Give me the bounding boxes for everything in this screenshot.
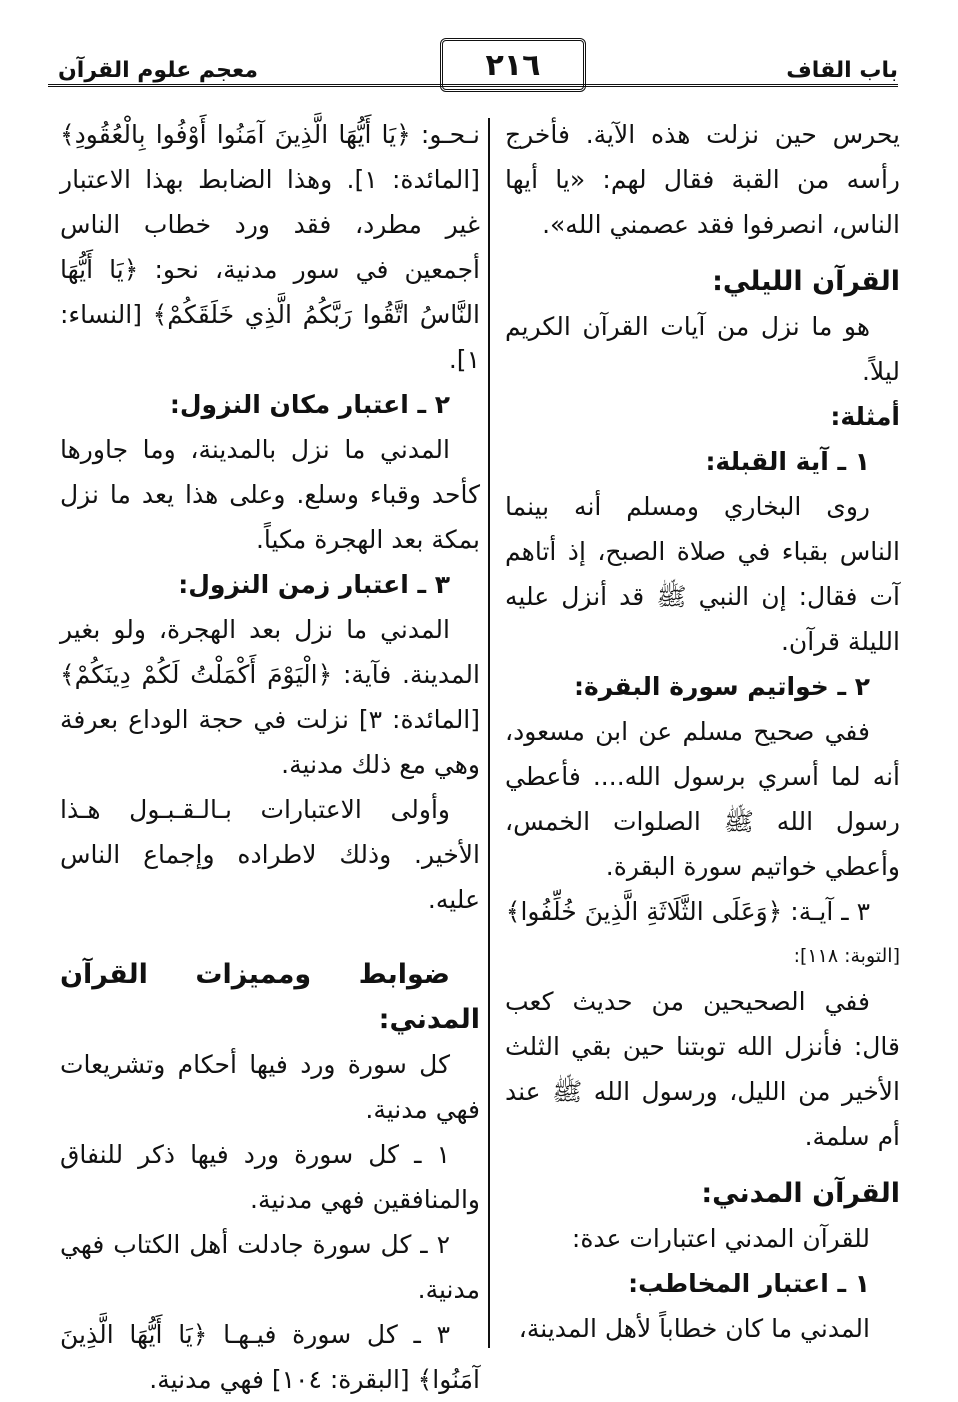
paragraph: روى البخاري ومسلم أنه بينما الناس بقباء في صلاة الصبح، إذ أتاهم آت فقال: إن النبي ﷺ قد أنزل عليه الليلة قرآن. <box>505 492 900 656</box>
spacer <box>60 922 480 940</box>
paragraph: وأولى الاعتبارات بـالـقـبـول هـذا الأخير. وذلك لاطراده وإجماع الناس عليه. <box>60 795 480 914</box>
paragraph: ٢ ـ كل سورة جادلت أهل الكتاب فهي مدنية. <box>60 1230 480 1304</box>
section-heading: القرآن المدني: <box>701 1178 900 1209</box>
subheading: ٢ ـ اعتبار مكان النزول: <box>169 390 450 419</box>
subheading: ١ ـ اعتبار المخاطب: <box>628 1269 870 1298</box>
section-heading: القرآن الليلي: <box>712 266 900 297</box>
paragraph: المدني ما نزل بعد الهجرة، ولو بغير المدينة. فآية: ﴿الْيَوْمَ أَكْمَلْتُ لَكُمْ دِينَكُمْ﴾ [المائدة: ٣] نزلت في حجة الوداع بعرفة وهي مع ذلك مدنية. <box>60 615 481 779</box>
paragraph: ففي صحيح مسلم عن ابن مسعود، أنه لما أسري برسول الله.... فأعطي رسول الله ﷺ الصلوات الخمس، وأعطي خواتيم سورة البقرة. <box>505 717 900 881</box>
right-column <box>505 112 900 1351</box>
subheading: ٢ ـ خواتيم سورة البقرة: <box>574 672 870 701</box>
column-divider <box>488 118 490 1348</box>
subheading: ١ ـ آية القبلة: <box>705 447 870 476</box>
paragraph: هو ما نزل من آيات القرآن الكريم ليلاً. <box>505 312 900 386</box>
left-column <box>60 112 480 1402</box>
section-heading: ضوابط ومميزات القرآن المدني: <box>60 959 480 1035</box>
paragraph: ٣ ـ آيـة: ﴿وَعَلَى الثَّلَاثَةِ الَّذِينَ خُلِّفُوا﴾ <box>505 897 870 926</box>
subheading: ٣ ـ اعتبار زمن النزول: <box>178 570 450 599</box>
paragraph: المدني ما كان خطاباً لأهل المدينة، <box>518 1314 870 1343</box>
paragraph: نـحـو: ﴿يَا أَيُّهَا الَّذِينَ آمَنُوا أَوْفُوا بِالْعُقُودِ﴾ [المائدة: ١]. وهذا الضابط بهذا الاعتبار غير مطرد، فقد ورد خطاب الناس أجمعين في سور مدنية، نحو: ﴿يَا أَيُّهَا النَّاسُ اتَّقُوا رَبَّكُمُ الَّذِي خَلَقَكُمْ﴾ [النساء: ١]. <box>60 120 481 374</box>
header-rule <box>48 84 898 87</box>
page-header <box>48 30 898 100</box>
paragraph: يحرس حين نزلت هذه الآية. فأخرج رأسه من القبة فقال لهم: «يا أيها الناس، انصرفوا فقد عصمني الله». <box>505 120 900 239</box>
paragraph: ١ ـ كل سورة ورد فيها ذكر للنفاق والمنافقين فهي مدنية. <box>60 1140 480 1214</box>
paragraph: المدني ما نزل بالمدينة، وما جاورها كأحد وقباء وسلع. وعلى هذا يعد ما نزل بمكة بعد الهجرة مكياً. <box>60 435 480 554</box>
chapter-title: باب القاف <box>786 58 898 83</box>
verse-reference: [التوبة: ١١٨]: <box>793 945 900 967</box>
subheading: أمثلة: <box>830 402 900 431</box>
paragraph: كل سورة ورد فيها أحكام وتشريعات فهي مدنية. <box>60 1050 480 1124</box>
page-number: ٢١٦ <box>485 47 541 83</box>
book-title: معجم علوم القرآن <box>58 58 259 83</box>
paragraph: ففي الصحيحين من حديث كعب قال: فأنزل الله توبتنا حين بقي الثلث الأخير من الليل، ورسول الله ﷺ عند أم سلمة. <box>505 987 900 1151</box>
paragraph: للقرآن المدني اعتبارات عدة: <box>571 1224 870 1253</box>
paragraph: ٣ ـ كل سورة فيـهـا ﴿يَا أَيُّهَا الَّذِينَ آمَنُوا﴾ [البقرة: ١٠٤] فهي مدنية. <box>60 1320 480 1394</box>
